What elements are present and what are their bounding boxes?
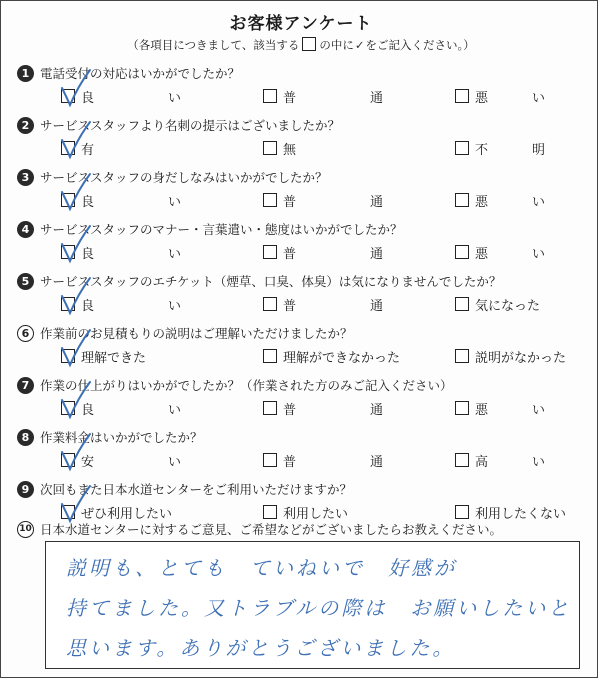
answer-label-second: 明 [531,142,545,158]
question-number-badge: 8 [17,429,34,446]
answer-option[interactable] [455,191,545,209]
answer-label-first: 高 [475,454,489,470]
answer-label-second: 通 [369,194,383,210]
question-line [17,427,203,447]
answer-option[interactable] [455,451,545,469]
answer-label-second: い [531,90,545,106]
answer-label-first: 良 [81,246,95,262]
instruction-suffix: をご記入ください。） [365,38,475,52]
question-text: サービススタッフより名刺の提示はございましたか？ [40,118,341,133]
answer-label-first: 悪 [475,90,489,106]
answer-label-second: い [167,194,181,210]
answer-label-second: い [167,454,181,470]
answer-option[interactable] [61,399,181,417]
answer-label-second: い [167,90,181,106]
answer-label-second: い [531,454,545,470]
answer-label-first: 普 [283,298,297,314]
answer-label [283,451,383,470]
question-number-badge: 9 [17,481,34,498]
answer-label [283,243,383,262]
answer-label [81,451,181,470]
question-5 [17,271,592,319]
answer-option[interactable] [61,347,146,365]
answer-label-first: 不 [475,142,489,158]
answer-label [475,399,545,418]
answer-checkbox[interactable] [455,401,469,415]
answer-checkbox[interactable] [455,193,469,207]
answer-checkbox[interactable] [263,245,277,259]
comment-prompt: 日本水道センターに対するご意見、ご希望などがございましたらお教えください。 [40,522,503,537]
answer-label: 気になった [475,298,541,314]
answer-checkbox[interactable] [61,245,75,259]
question-line [17,115,340,135]
answer-label [475,139,545,158]
question-text: 作業の仕上がりはいかがでしたか？（作業された方のみご記入ください） [40,378,453,393]
answer-checkbox[interactable] [61,89,75,103]
handwritten-line-2: 持てました。又トラブルの際は お願いしたいと [66,596,572,620]
answer-label: 有 [81,142,95,158]
question-3 [17,167,592,215]
answer-checkbox[interactable] [455,453,469,467]
question-4 [17,219,592,267]
answer-label-first: 悪 [475,246,489,262]
answer-label-first: 普 [283,90,297,106]
answer-label [81,399,181,418]
answer-label-first: 安 [81,454,95,470]
answer-label: 利用したい [283,506,349,522]
answer-checkbox[interactable] [263,89,277,103]
instruction-prefix: （各項目につきまして、該当する [127,38,300,52]
answer-checkbox[interactable] [455,245,469,259]
answer-label-second: い [531,194,545,210]
page-title: お客様アンケート [229,14,373,34]
answer-label: 理解ができなかった [283,350,401,366]
answer-label [283,399,383,418]
question-text: 次回もまた日本水道センターをご利用いただけますか？ [40,482,353,497]
answer-checkbox[interactable] [455,141,469,155]
question-8 [17,427,592,475]
answer-label-second: い [167,298,181,314]
question-text: サービススタッフの身だしなみはいかがでしたか？ [40,170,328,185]
answer-checkbox[interactable] [263,297,277,311]
answer-checkbox[interactable] [455,505,469,519]
answer-option[interactable] [61,87,181,105]
answer-label-second: 通 [369,402,383,418]
answer-option[interactable] [263,347,400,365]
answer-checkbox[interactable] [455,297,469,311]
answer-label [81,191,181,210]
question-line [17,323,353,343]
answer-label-second: 通 [369,454,383,470]
answer-checkbox[interactable] [263,349,277,363]
instruction-middle: の中に [319,38,354,52]
sample-check-mark: ✓ [354,38,365,52]
answer-label [81,295,181,314]
answer-label-second: 通 [369,246,383,262]
answer-checkbox[interactable] [455,89,469,103]
question-number-badge: 3 [17,169,34,186]
question-7 [17,375,592,423]
answer-checkbox[interactable] [61,141,75,155]
question-line [17,479,352,499]
answer-label-second: い [531,246,545,262]
answer-label [475,243,545,262]
answer-checkbox[interactable] [263,141,277,155]
answer-label-first: 悪 [475,194,489,210]
answer-label [81,243,181,262]
question-line [17,219,403,239]
answer-checkbox[interactable] [263,453,277,467]
sample-checkbox-icon [302,37,316,51]
answer-option[interactable] [455,139,545,157]
comment-textarea[interactable] [45,541,580,669]
answer-label-second: 通 [369,298,383,314]
question-line [17,167,328,187]
question-number-badge: 4 [17,221,34,238]
answer-checkbox[interactable] [61,193,75,207]
answer-option[interactable] [263,191,383,209]
answer-option[interactable] [263,243,383,261]
answer-checkbox[interactable] [455,349,469,363]
question-number-badge: 7 [17,377,34,394]
answer-label-first: 普 [283,402,297,418]
question-number-badge: 1 [17,65,34,82]
answer-checkbox[interactable] [61,401,75,415]
question-line [17,375,453,395]
question-number-badge: 10 [17,521,34,538]
answer-label [475,451,545,470]
answer-label: 無 [283,142,297,158]
answer-label-first: 良 [81,402,95,418]
answer-label: 利用したくない [475,506,567,522]
answer-option[interactable] [263,87,383,105]
answer-option[interactable] [455,295,540,313]
answer-option[interactable] [61,191,181,209]
answer-checkbox[interactable] [61,349,75,363]
answer-label: 理解できた [81,350,147,366]
question-line [17,63,240,83]
answer-checkbox[interactable] [263,401,277,415]
question-text: サービススタッフのマナー・言葉遣い・態度はいかがでしたか？ [40,222,403,237]
question-number-badge: 5 [17,273,34,290]
question-1 [17,63,592,111]
question-text: 作業料金はいかがでしたか？ [40,430,203,445]
answer-option[interactable] [263,399,383,417]
answer-option[interactable] [455,347,566,365]
answer-label-first: 普 [283,454,297,470]
answer-label: ぜひ利用したい [81,506,173,522]
question-text: サービススタッフのエチケット（煙草、口臭、体臭）は気になりませんでしたか？ [40,274,502,289]
answer-label-first: 良 [81,194,95,210]
handwritten-line-1: 説明も、とても ていねいで 好感が [66,556,457,580]
answer-label-first: 良 [81,298,95,314]
answer-label: 説明がなかった [475,350,567,366]
question-number-badge: 2 [17,117,34,134]
answer-label [475,87,545,106]
answer-label-second: 通 [369,90,383,106]
instruction-line [1,37,600,53]
question-2 [17,115,592,163]
answer-label-first: 普 [283,194,297,210]
answer-label [475,191,545,210]
answer-label [283,87,383,106]
answer-label-first: 普 [283,246,297,262]
answer-option[interactable] [455,243,545,261]
answer-option[interactable] [263,295,383,313]
answer-option[interactable] [61,295,181,313]
answer-checkbox[interactable] [263,505,277,519]
answer-option[interactable] [455,399,545,417]
answer-label [283,295,383,314]
answer-option[interactable] [61,451,181,469]
answer-checkbox[interactable] [61,297,75,311]
answer-label-first: 悪 [475,402,489,418]
answer-option[interactable] [61,139,94,157]
answer-option[interactable] [61,243,181,261]
answer-label-second: い [531,402,545,418]
question-line [17,271,501,291]
answer-checkbox[interactable] [61,505,75,519]
answer-checkbox[interactable] [263,193,277,207]
question-6 [17,323,592,371]
handwritten-line-3: 思います。ありがとうございました。 [66,636,456,660]
answer-label-first: 良 [81,90,95,106]
answer-label-second: い [167,246,181,262]
question-text: 作業前のお見積もりの説明はご理解いただけましたか？ [40,326,353,341]
answer-option[interactable] [263,139,296,157]
answer-option[interactable] [263,451,383,469]
answer-label-second: い [167,402,181,418]
answer-checkbox[interactable] [61,453,75,467]
answer-label [81,87,181,106]
answer-label [283,191,383,210]
question-text: 電話受付の対応はいかがでしたか？ [40,66,241,81]
question-number-badge: 6 [17,325,34,342]
answer-option[interactable] [455,87,545,105]
